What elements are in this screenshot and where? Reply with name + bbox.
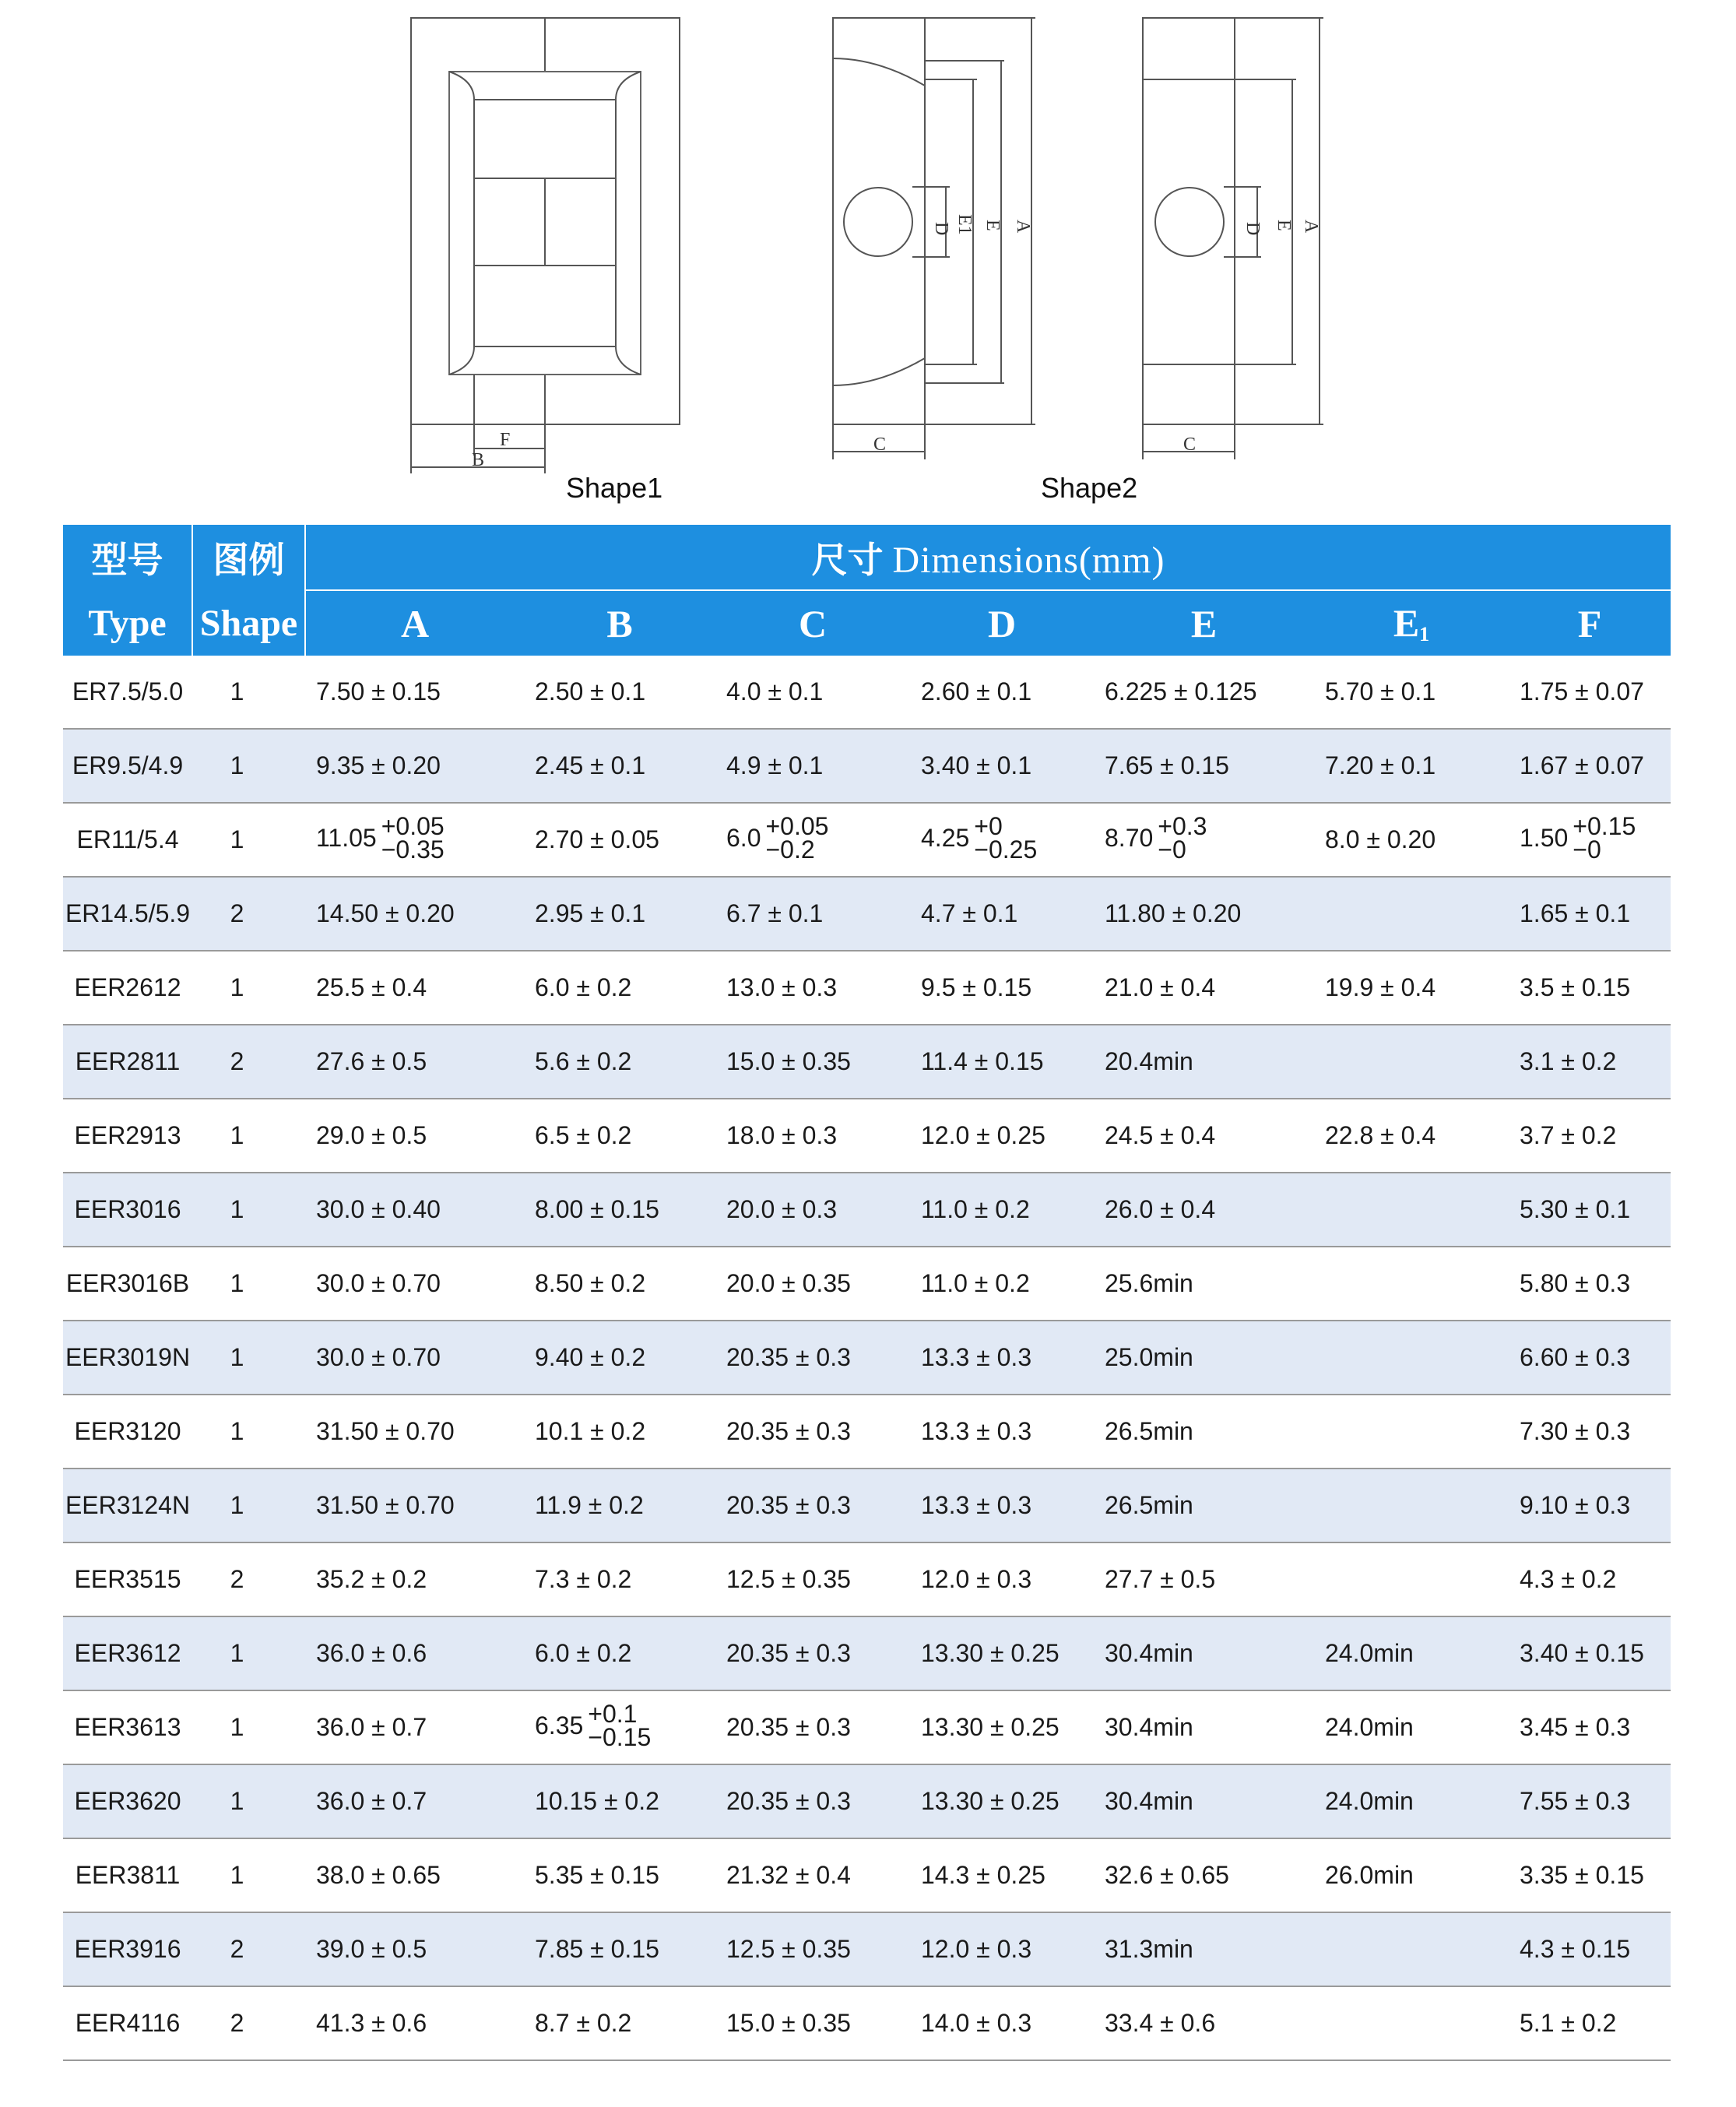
cell-e1 <box>1314 1247 1509 1321</box>
cell-d: 13.30 ± 0.25 <box>910 1616 1094 1690</box>
cell-e: 33.4 ± 0.6 <box>1094 1986 1314 2060</box>
dim-label-d: D <box>931 222 951 236</box>
cell-c: 6.7 ± 0.1 <box>715 877 910 951</box>
tolerance-lower: −0 <box>1158 835 1186 864</box>
tolerance-lower: −0.35 <box>381 835 445 864</box>
cell-a: 27.6 ± 0.5 <box>305 1025 524 1099</box>
value-base: 8.70 <box>1105 823 1154 852</box>
cell-f: 4.3 ± 0.2 <box>1509 1542 1671 1616</box>
tolerance <box>765 812 829 864</box>
cell-e1: 7.20 ± 0.1 <box>1314 729 1509 803</box>
cell-e1: 22.8 ± 0.4 <box>1314 1099 1509 1173</box>
cell-shape: 1 <box>192 1690 305 1764</box>
shape2-caption: Shape2 <box>1041 472 1138 504</box>
cell-type: EER3620 <box>63 1764 192 1838</box>
cell-c: 21.32 ± 0.4 <box>715 1838 910 1912</box>
table-row <box>63 1542 1671 1616</box>
tolerance <box>1158 812 1207 864</box>
table-row <box>63 1395 1671 1469</box>
cell-d: 13.3 ± 0.3 <box>910 1395 1094 1469</box>
table-row <box>63 803 1671 877</box>
cell-e1: 26.0min <box>1314 1838 1509 1912</box>
cell-a: 30.0 ± 0.70 <box>305 1321 524 1395</box>
cell-a: 35.2 ± 0.2 <box>305 1542 524 1616</box>
cell-f: 1.75 ± 0.07 <box>1509 656 1671 729</box>
cell-b: 10.15 ± 0.2 <box>524 1764 715 1838</box>
cell-type: EER3613 <box>63 1690 192 1764</box>
tolerance <box>588 1700 652 1751</box>
cell-type: ER14.5/5.9 <box>63 877 192 951</box>
cell-c: 15.0 ± 0.35 <box>715 1025 910 1099</box>
cell-f: 3.35 ± 0.15 <box>1509 1838 1671 1912</box>
cell-e <box>1094 803 1314 877</box>
col-e1-base: E <box>1393 601 1420 645</box>
cell-type: ER11/5.4 <box>63 803 192 877</box>
cell-f: 5.80 ± 0.3 <box>1509 1247 1671 1321</box>
cell-a: 36.0 ± 0.6 <box>305 1616 524 1690</box>
cell-e1: 19.9 ± 0.4 <box>1314 951 1509 1025</box>
cell-b: 2.50 ± 0.1 <box>524 656 715 729</box>
cell-f: 4.3 ± 0.15 <box>1509 1912 1671 1986</box>
tolerance-lower: −0.25 <box>974 835 1038 864</box>
cell-e: 6.225 ± 0.125 <box>1094 656 1314 729</box>
cell-e1: 8.0 ± 0.20 <box>1314 803 1509 877</box>
cell-a: 30.0 ± 0.70 <box>305 1247 524 1321</box>
cell-e: 31.3min <box>1094 1912 1314 1986</box>
cell-shape: 2 <box>192 877 305 951</box>
cell-type: EER2612 <box>63 951 192 1025</box>
cell-a: 25.5 ± 0.4 <box>305 951 524 1025</box>
cell-d <box>910 803 1094 877</box>
cell-type: EER3515 <box>63 1542 192 1616</box>
col-e: E <box>1094 590 1314 656</box>
cell-d: 13.30 ± 0.25 <box>910 1764 1094 1838</box>
cell-e1 <box>1314 1986 1509 2060</box>
cell-f: 3.1 ± 0.2 <box>1509 1025 1671 1099</box>
dimensions-table-wrapper <box>63 525 1671 2061</box>
tolerance <box>381 812 445 864</box>
cell-c: 20.35 ± 0.3 <box>715 1321 910 1395</box>
cell-c: 20.35 ± 0.3 <box>715 1616 910 1690</box>
cell-d: 11.4 ± 0.15 <box>910 1025 1094 1099</box>
header-dim-en: Dimensions(mm) <box>892 539 1165 581</box>
cell-type: EER3124N <box>63 1469 192 1542</box>
dim-label-f: F <box>500 430 511 450</box>
cell-c: 20.35 ± 0.3 <box>715 1395 910 1469</box>
tolerance-lower: −0 <box>1573 835 1601 864</box>
cell-type: EER3811 <box>63 1838 192 1912</box>
cell-shape: 1 <box>192 803 305 877</box>
shape2a-drawing <box>833 18 1035 459</box>
cell-e1 <box>1314 1025 1509 1099</box>
cell-a: 14.50 ± 0.20 <box>305 877 524 951</box>
shape-drawings <box>0 0 1736 514</box>
cell-f: 1.65 ± 0.1 <box>1509 877 1671 951</box>
col-d: D <box>910 590 1094 656</box>
table-row <box>63 656 1671 729</box>
cell-shape: 2 <box>192 1542 305 1616</box>
cell-shape: 1 <box>192 951 305 1025</box>
shape2b-drawing <box>1143 18 1323 459</box>
cell-e1 <box>1314 1912 1509 1986</box>
cell-a: 31.50 ± 0.70 <box>305 1395 524 1469</box>
cell-b: 7.3 ± 0.2 <box>524 1542 715 1616</box>
value-base: 1.50 <box>1520 823 1569 852</box>
cell-b: 2.70 ± 0.05 <box>524 803 715 877</box>
dim-label-b: B <box>472 450 485 470</box>
cell-shape: 2 <box>192 1912 305 1986</box>
col-e1 <box>1314 590 1509 656</box>
cell-e: 30.4min <box>1094 1764 1314 1838</box>
tolerance-lower: −0.15 <box>588 1722 652 1751</box>
cell-f: 3.45 ± 0.3 <box>1509 1690 1671 1764</box>
cell-d: 12.0 ± 0.3 <box>910 1542 1094 1616</box>
cell-shape: 1 <box>192 1764 305 1838</box>
cell-e: 25.0min <box>1094 1321 1314 1395</box>
col-c: C <box>715 590 910 656</box>
table-row <box>63 1838 1671 1912</box>
cell-e1 <box>1314 1469 1509 1542</box>
cell-a: 41.3 ± 0.6 <box>305 1986 524 2060</box>
dim-label-c: C <box>873 434 887 455</box>
header-dim-cn: 尺寸 <box>811 538 884 581</box>
cell-d: 14.3 ± 0.25 <box>910 1838 1094 1912</box>
cell-a: 7.50 ± 0.15 <box>305 656 524 729</box>
cell-a: 38.0 ± 0.65 <box>305 1838 524 1912</box>
cell-shape: 1 <box>192 1173 305 1247</box>
cell-d: 13.30 ± 0.25 <box>910 1690 1094 1764</box>
cell-e1 <box>1314 1395 1509 1469</box>
cell-c <box>715 803 910 877</box>
cell-d: 13.3 ± 0.3 <box>910 1469 1094 1542</box>
table-row <box>63 951 1671 1025</box>
cell-f: 7.55 ± 0.3 <box>1509 1764 1671 1838</box>
cell-e: 30.4min <box>1094 1616 1314 1690</box>
cell-e: 26.0 ± 0.4 <box>1094 1173 1314 1247</box>
dim-label-c-2: C <box>1183 434 1197 455</box>
cell-type: EER3916 <box>63 1912 192 1986</box>
col-a: A <box>305 590 524 656</box>
cell-c: 4.0 ± 0.1 <box>715 656 910 729</box>
table-row <box>63 1173 1671 1247</box>
cell-type: ER9.5/4.9 <box>63 729 192 803</box>
cell-e1: 24.0min <box>1314 1690 1509 1764</box>
cell-b <box>524 1690 715 1764</box>
cell-f: 9.10 ± 0.3 <box>1509 1469 1671 1542</box>
cell-type: EER2913 <box>63 1099 192 1173</box>
table-header <box>63 525 1671 656</box>
cell-b: 6.0 ± 0.2 <box>524 1616 715 1690</box>
cell-shape: 1 <box>192 1616 305 1690</box>
cell-e1: 5.70 ± 0.1 <box>1314 656 1509 729</box>
tolerance-upper: +0 <box>974 812 1003 841</box>
cell-e: 26.5min <box>1094 1469 1314 1542</box>
cell-e: 21.0 ± 0.4 <box>1094 951 1314 1025</box>
cell-type: EER3016B <box>63 1247 192 1321</box>
cell-e: 30.4min <box>1094 1690 1314 1764</box>
table-row <box>63 1025 1671 1099</box>
cell-a: 9.35 ± 0.20 <box>305 729 524 803</box>
col-e1-sub: 1 <box>1419 623 1430 645</box>
shape1-caption: Shape1 <box>566 472 663 504</box>
cell-type: EER3019N <box>63 1321 192 1395</box>
cell-f: 1.67 ± 0.07 <box>1509 729 1671 803</box>
cell-type: ER7.5/5.0 <box>63 656 192 729</box>
cell-type: EER2811 <box>63 1025 192 1099</box>
cell-a: 39.0 ± 0.5 <box>305 1912 524 1986</box>
table-body <box>63 656 1671 2060</box>
cell-shape: 1 <box>192 1099 305 1173</box>
cell-b: 2.45 ± 0.1 <box>524 729 715 803</box>
cell-f: 5.30 ± 0.1 <box>1509 1173 1671 1247</box>
cell-f: 3.5 ± 0.15 <box>1509 951 1671 1025</box>
cell-c: 4.9 ± 0.1 <box>715 729 910 803</box>
table-row <box>63 1912 1671 1986</box>
cell-e: 32.6 ± 0.65 <box>1094 1838 1314 1912</box>
cell-e1 <box>1314 1542 1509 1616</box>
col-f: F <box>1509 590 1671 656</box>
table-row <box>63 1616 1671 1690</box>
cell-f: 5.1 ± 0.2 <box>1509 1986 1671 2060</box>
cell-a: 36.0 ± 0.7 <box>305 1690 524 1764</box>
value-base: 11.05 <box>316 823 377 852</box>
cell-e: 11.80 ± 0.20 <box>1094 877 1314 951</box>
dim-label-a-2: A <box>1301 220 1321 234</box>
cell-a: 30.0 ± 0.40 <box>305 1173 524 1247</box>
cell-f: 6.60 ± 0.3 <box>1509 1321 1671 1395</box>
cell-type: EER3120 <box>63 1395 192 1469</box>
cell-d: 11.0 ± 0.2 <box>910 1247 1094 1321</box>
header-type-cn: 型号 <box>63 525 192 590</box>
dim-label-e1: E1 <box>954 214 975 235</box>
cell-b: 6.5 ± 0.2 <box>524 1099 715 1173</box>
cell-b: 5.6 ± 0.2 <box>524 1025 715 1099</box>
cell-e1: 24.0min <box>1314 1616 1509 1690</box>
cell-c: 13.0 ± 0.3 <box>715 951 910 1025</box>
cell-c: 20.0 ± 0.35 <box>715 1247 910 1321</box>
cell-f: 3.40 ± 0.15 <box>1509 1616 1671 1690</box>
header-shape-en: Shape <box>192 590 305 656</box>
cell-type: EER3016 <box>63 1173 192 1247</box>
cell-b: 2.95 ± 0.1 <box>524 877 715 951</box>
cell-c: 20.0 ± 0.3 <box>715 1173 910 1247</box>
value-base: 6.35 <box>535 1711 584 1739</box>
tolerance-upper: +0.1 <box>588 1700 638 1729</box>
cell-shape: 2 <box>192 1986 305 2060</box>
table-row <box>63 1469 1671 1542</box>
cell-d: 12.0 ± 0.3 <box>910 1912 1094 1986</box>
cell-b: 6.0 ± 0.2 <box>524 951 715 1025</box>
cell-d: 12.0 ± 0.25 <box>910 1099 1094 1173</box>
cell-a: 31.50 ± 0.70 <box>305 1469 524 1542</box>
tolerance-upper: +0.05 <box>381 812 445 841</box>
cell-a: 29.0 ± 0.5 <box>305 1099 524 1173</box>
cell-shape: 1 <box>192 729 305 803</box>
tolerance-upper: +0.05 <box>765 812 829 841</box>
cell-shape: 1 <box>192 1395 305 1469</box>
cell-shape: 1 <box>192 1469 305 1542</box>
cell-b: 8.00 ± 0.15 <box>524 1173 715 1247</box>
table-row <box>63 1986 1671 2060</box>
value-base: 6.0 <box>726 823 761 852</box>
cell-e1 <box>1314 877 1509 951</box>
cell-e1 <box>1314 1173 1509 1247</box>
tolerance <box>974 812 1038 864</box>
cell-e: 27.7 ± 0.5 <box>1094 1542 1314 1616</box>
value-base: 4.25 <box>921 823 970 852</box>
cell-b: 8.50 ± 0.2 <box>524 1247 715 1321</box>
cell-f: 3.7 ± 0.2 <box>1509 1099 1671 1173</box>
tolerance-upper: +0.15 <box>1573 812 1636 841</box>
cell-d: 11.0 ± 0.2 <box>910 1173 1094 1247</box>
cell-c: 15.0 ± 0.35 <box>715 1986 910 2060</box>
cell-d: 2.60 ± 0.1 <box>910 656 1094 729</box>
cell-shape: 1 <box>192 1247 305 1321</box>
cell-c: 18.0 ± 0.3 <box>715 1099 910 1173</box>
cell-shape: 1 <box>192 1321 305 1395</box>
tolerance <box>1573 812 1636 864</box>
cell-b: 8.7 ± 0.2 <box>524 1986 715 2060</box>
table-row <box>63 1321 1671 1395</box>
table-row <box>63 1690 1671 1764</box>
cell-e: 24.5 ± 0.4 <box>1094 1099 1314 1173</box>
cell-shape: 2 <box>192 1025 305 1099</box>
cell-c: 12.5 ± 0.35 <box>715 1542 910 1616</box>
cell-d: 9.5 ± 0.15 <box>910 951 1094 1025</box>
dim-label-a: A <box>1013 220 1033 234</box>
header-type-en: Type <box>63 590 192 656</box>
cell-b: 7.85 ± 0.15 <box>524 1912 715 1986</box>
cell-e: 7.65 ± 0.15 <box>1094 729 1314 803</box>
cell-d: 4.7 ± 0.1 <box>910 877 1094 951</box>
tolerance-upper: +0.3 <box>1158 812 1207 841</box>
cell-a <box>305 803 524 877</box>
cell-e: 26.5min <box>1094 1395 1314 1469</box>
cell-c: 12.5 ± 0.35 <box>715 1912 910 1986</box>
cell-b: 5.35 ± 0.15 <box>524 1838 715 1912</box>
dim-label-e-2: E <box>1274 220 1294 231</box>
cell-a: 36.0 ± 0.7 <box>305 1764 524 1838</box>
cell-d: 3.40 ± 0.1 <box>910 729 1094 803</box>
cell-b: 11.9 ± 0.2 <box>524 1469 715 1542</box>
dim-label-e: E <box>982 220 1003 231</box>
cell-d: 13.3 ± 0.3 <box>910 1321 1094 1395</box>
col-b: B <box>524 590 715 656</box>
cell-shape: 1 <box>192 656 305 729</box>
cell-c: 20.35 ± 0.3 <box>715 1764 910 1838</box>
cell-c: 20.35 ± 0.3 <box>715 1690 910 1764</box>
cell-b: 10.1 ± 0.2 <box>524 1395 715 1469</box>
header-dimensions <box>305 525 1671 590</box>
cell-e1: 24.0min <box>1314 1764 1509 1838</box>
tolerance-lower: −0.2 <box>765 835 815 864</box>
cell-type: EER4116 <box>63 1986 192 2060</box>
cell-f <box>1509 803 1671 877</box>
cell-shape: 1 <box>192 1838 305 1912</box>
cell-c: 20.35 ± 0.3 <box>715 1469 910 1542</box>
cell-d: 14.0 ± 0.3 <box>910 1986 1094 2060</box>
dimensions-table <box>63 525 1671 2061</box>
cell-e1 <box>1314 1321 1509 1395</box>
cell-b: 9.40 ± 0.2 <box>524 1321 715 1395</box>
table-row <box>63 1247 1671 1321</box>
table-row <box>63 1764 1671 1838</box>
header-shape-cn: 图例 <box>192 525 305 590</box>
cell-type: EER3612 <box>63 1616 192 1690</box>
cell-e: 20.4min <box>1094 1025 1314 1099</box>
shape1-drawing <box>411 18 680 473</box>
table-row <box>63 729 1671 803</box>
dim-label-d-2: D <box>1242 222 1263 236</box>
table-row <box>63 1099 1671 1173</box>
cell-f: 7.30 ± 0.3 <box>1509 1395 1671 1469</box>
table-row <box>63 877 1671 951</box>
cell-e: 25.6min <box>1094 1247 1314 1321</box>
